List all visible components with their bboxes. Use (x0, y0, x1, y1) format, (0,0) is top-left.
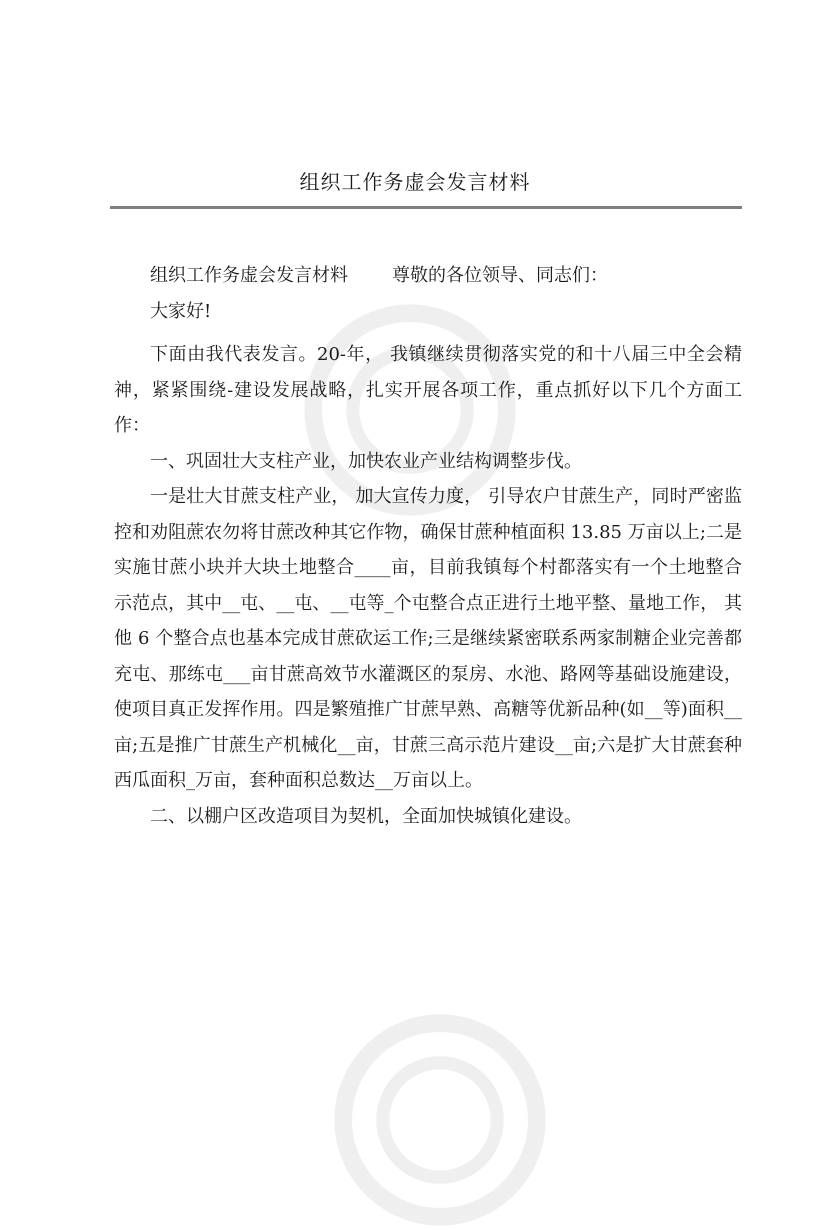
section-heading-1: 一、巩固壮大支柱产业，加快农业产业结构调整步伐。 (150, 450, 582, 472)
section-heading-2: 二、以棚户区改造项目为契机，全面加快城镇化建设。 (150, 805, 582, 827)
paragraph-sugarcane: 一是壮大甘蔗支柱产业， 加大宣传力度， 引导农户甘蔗生产，同时严密监控和劝阻蔗农勿将甘蔗改种其它作物，确保甘蔗种植面积 13.85 万亩以上;二是实施甘蔗小块并大块土地整合____亩，目前我镇每个村都落实有一个土地整合示范点，其中__屯、__屯、__屯等_个屯整合点正进行土地平整、量地工作， 其他 6 个整合点也基本完成甘蔗砍运工作;三是继续紧密联系两家制糖企业完善都充屯、那练屯___亩甘蔗高效节水灌溉区的泵房、水池、路网等基础设施建设， 使项目真正发挥作用。四是繁殖推广甘蔗早熟、高糖等优新品种(如__等)面积__亩;五是推广甘蔗生产机械化__亩，甘蔗三高示范片建设__亩;六是扩大甘蔗套种西瓜面积_万亩，套种面积总数达__万亩以上。 (114, 486, 742, 791)
greeting-address: 尊敬的各位领导、同志们： (392, 265, 608, 286)
title-divider (110, 206, 742, 209)
greeting-line (114, 258, 742, 294)
watermark-seal-icon (330, 1010, 550, 1230)
greeting-lead: 组织工作务虚会发言材料 (150, 265, 348, 286)
document-title: 组织工作务虚会发言材料 (299, 170, 531, 194)
document-body (114, 258, 742, 834)
salutation: 大家好! (150, 300, 212, 322)
paragraph-intro: 下面由我代表发言。20-年， 我镇继续贯彻落实党的和十八届三中全会精神，紧紧围绕-建设发展战略，扎实开展各项工作，重点抓好以下几个方面工作： (114, 344, 742, 436)
